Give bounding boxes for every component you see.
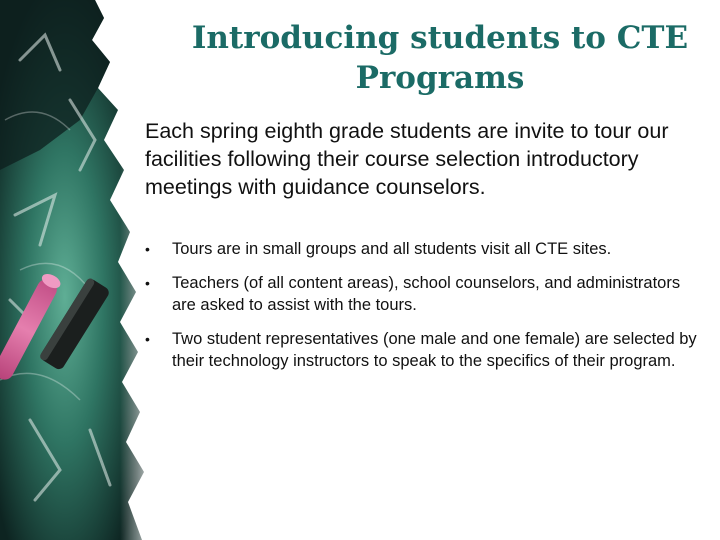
bullet-item [145, 272, 705, 316]
bullet-item [145, 328, 705, 372]
bullet-text: Tours are in small groups and all students visit all CTE sites. [172, 240, 612, 258]
bullet-marker: • [145, 331, 150, 347]
bullet-list [145, 238, 705, 372]
intro-paragraph: Each spring eighth grade students are invite to tour our facilities following their course selection introductory meetings with guidance counselors. [145, 119, 669, 199]
bullet-text: Teachers (of all content areas), school counselors, and administrators are asked to assist with the tours. [172, 274, 681, 314]
bullet-marker: • [145, 275, 150, 291]
bullet-marker: • [145, 241, 150, 257]
slide-title: Introducing students to CTE Programs [191, 20, 689, 96]
bullet-text: Two student representatives (one male and one female) are selected by their technology instructors to speak to the specifics of their program. [172, 330, 697, 370]
bullet-item [145, 238, 705, 260]
chalkboard-image [0, 0, 160, 540]
